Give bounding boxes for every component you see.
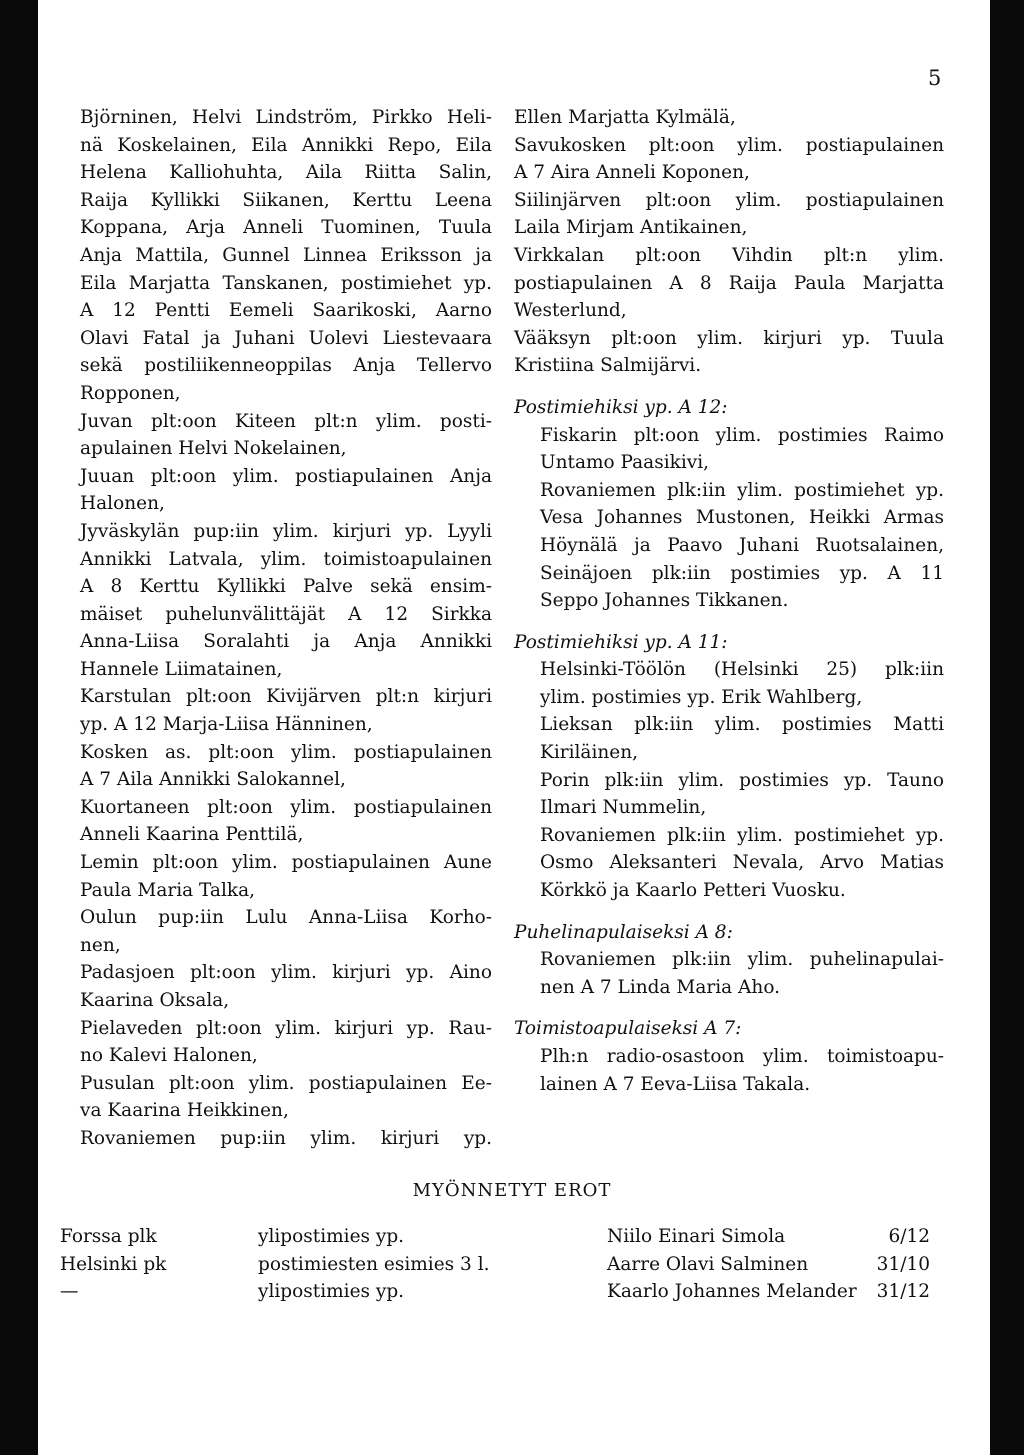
resignation-date: 31/12	[876, 1281, 930, 1303]
section-gap	[514, 1001, 944, 1015]
text-line: A 12 Pentti Eemeli Saarikoski, Aarno	[80, 300, 492, 322]
text-line: Lemin plt:oon ylim. postiapulainen Aune	[80, 852, 492, 874]
text-line: va Kaarina Heikkinen,	[80, 1100, 289, 1122]
text-line: Untamo Paasikivi,	[540, 452, 709, 474]
right-column	[514, 104, 944, 1098]
resignation-row	[0, 1254, 1024, 1282]
text-line: Plh:n radio-osastoon ylim. toimistoapu-	[540, 1046, 944, 1067]
text-line: A 7 Aila Annikki Salokannel,	[80, 769, 346, 791]
resignation-date: 31/10	[876, 1253, 930, 1275]
text-line: Kristiina Salmijärvi.	[514, 355, 702, 377]
text-line: Westerlund,	[514, 300, 627, 322]
resignation-title: ylipostimies yp.	[258, 1281, 405, 1303]
text-line: lainen A 7 Eeva-Liisa Takala.	[540, 1073, 811, 1095]
resignation-name: Kaarlo Johannes Melander	[607, 1281, 857, 1303]
resignations-title: MYÖNNETYT EROT	[412, 1180, 612, 1201]
text-line: Kosken as. plt:oon ylim. postiapulainen	[80, 741, 492, 763]
text-line: Paula Maria Talka,	[80, 879, 256, 901]
text-line: apulainen Helvi Nokelainen,	[80, 438, 347, 460]
resignation-name: Aarre Olavi Salminen	[607, 1253, 809, 1275]
text-line: Karstulan plt:oon Kivijärven plt:n kirjuri	[80, 686, 492, 708]
resignation-name: Niilo Einari Simola	[607, 1226, 786, 1247]
text-line: Kuortaneen plt:oon ylim. postiapulainen	[80, 796, 492, 818]
text-line: Anneli Kaarina Penttilä,	[80, 824, 304, 846]
text-line: Helena Kalliohuhta, Aila Riitta Salin,	[80, 162, 492, 184]
text-line: nen,	[80, 934, 121, 956]
text-line: nä Koskelainen, Eila Annikki Repo, Eila	[80, 134, 492, 156]
text-line: Laila Mirjam Antikainen,	[514, 217, 748, 239]
text-line: Annikki Latvala, ylim. toimistoapulainen	[80, 548, 492, 570]
text-line: Oulun pup:iin Lulu Anna-Liisa Korho-	[80, 907, 492, 929]
section-gap	[514, 615, 944, 629]
text-line: Siilinjärven plt:oon ylim. postiapulainen	[514, 189, 944, 211]
text-line: postiapulainen A 8 Raija Paula Marjatta	[514, 272, 944, 294]
text-line: Rovaniemen plk:iin ylim. postimiehet yp.	[540, 824, 944, 846]
text-line: Kiriläinen,	[540, 742, 639, 764]
text-line: Juvan plt:oon Kiteen plt:n ylim. posti-	[80, 410, 492, 432]
text-line: Höynälä ja Paavo Juhani Ruotsalainen,	[540, 534, 944, 556]
text-line: Ilmari Nummelin,	[540, 797, 707, 819]
resignation-place: Helsinki pk	[60, 1253, 167, 1275]
text-line: Porin plk:iin ylim. postimies yp. Tauno	[540, 769, 944, 791]
text-line: Pielaveden plt:oon ylim. kirjuri yp. Rau-	[80, 1017, 492, 1039]
text-line: Seppo Johannes Tikkanen.	[540, 590, 789, 612]
text-line: Helsinki-Töölön (Helsinki 25) plk:iin	[540, 659, 944, 681]
text-line: Ellen Marjatta Kylmälä,	[514, 107, 736, 128]
text-line: Raija Kyllikki Siikanen, Kerttu Leena	[80, 189, 492, 211]
text-line: no Kalevi Halonen,	[80, 1045, 258, 1067]
text-line: Virkkalan plt:oon Vihdin plt:n ylim.	[514, 244, 944, 266]
section-gap	[514, 380, 944, 394]
text-line: Vesa Johannes Mustonen, Heikki Armas	[540, 507, 944, 529]
text-line: Osmo Aleksanteri Nevala, Arvo Matias	[540, 852, 944, 874]
text-line: Rovaniemen plk:iin ylim. postimiehet yp.	[540, 479, 944, 501]
resignation-row	[0, 1281, 1024, 1309]
text-line: Jyväskylän pup:iin ylim. kirjuri yp. Lyyli	[80, 520, 492, 542]
text-line: Rovaniemen plk:iin ylim. puhelinapulai-	[540, 949, 944, 971]
text-line: Eila Marjatta Tanskanen, postimiehet yp.	[80, 272, 492, 294]
resignation-title: ylipostimies yp.	[258, 1226, 405, 1247]
text-line: Körkkö ja Kaarlo Petteri Vuosku.	[540, 880, 846, 902]
left-column	[80, 104, 492, 1153]
text-line: Anna-Liisa Soralahti ja Anja Annikki	[80, 631, 492, 653]
text-line: Vääksyn plt:oon ylim. kirjuri yp. Tuula	[514, 327, 944, 349]
text-line: A 8 Kerttu Kyllikki Palve sekä ensim-	[80, 576, 492, 598]
text-line: nen A 7 Linda Maria Aho.	[540, 976, 781, 998]
text-line: Fiskarin plt:oon ylim. postimies Raimo	[540, 424, 944, 446]
text-line: Rovaniemen pup:iin ylim. kirjuri yp.	[80, 1127, 492, 1149]
text-line: Juuan plt:oon ylim. postiapulainen Anja	[80, 465, 492, 487]
resignations-table	[0, 1226, 1024, 1309]
text-line: Anja Mattila, Gunnel Linnea Eriksson ja	[80, 244, 492, 266]
section-heading: Toimistoapulaiseksi A 7:	[514, 1018, 742, 1040]
text-line: Seinäjoen plk:iin postimies yp. A 11	[540, 562, 944, 584]
text-line: yp. A 12 Marja-Liisa Hänninen,	[80, 714, 373, 736]
text-line: mäiset puhelunvälittäjät A 12 Sirkka	[80, 603, 492, 625]
text-line: ylim. postimies yp. Erik Wahlberg,	[540, 686, 863, 708]
text-line: sekä postiliikenneoppilas Anja Tellervo	[80, 355, 492, 377]
text-line: A 7 Aira Anneli Koponen,	[514, 162, 750, 184]
section-gap	[514, 905, 944, 919]
resignation-place: —	[60, 1281, 79, 1303]
page-number: 5	[928, 66, 942, 90]
text-line: Savukosken plt:oon ylim. postiapulainen	[514, 134, 944, 156]
section-heading: Puhelinapulaiseksi A 8:	[514, 921, 733, 943]
text-line: Koppana, Arja Anneli Tuominen, Tuula	[80, 217, 492, 239]
text-line: Kaarina Oksala,	[80, 990, 230, 1011]
text-line: Björninen, Helvi Lindström, Pirkko Heli-	[80, 107, 492, 128]
section-heading: Postimiehiksi yp. A 12:	[514, 396, 728, 418]
resignation-date: 6/12	[888, 1226, 930, 1247]
section-heading: Postimiehiksi yp. A 11:	[514, 631, 728, 653]
text-line: Lieksan plk:iin ylim. postimies Matti	[540, 714, 944, 736]
resignation-place: Forssa plk	[60, 1226, 157, 1247]
resignation-title: postimiesten esimies 3 l.	[258, 1253, 490, 1275]
text-line: Olavi Fatal ja Juhani Uolevi Liestevaara	[80, 327, 492, 349]
text-line: Halonen,	[80, 493, 165, 515]
resignation-row	[0, 1226, 1024, 1254]
text-line: Padasjoen plt:oon ylim. kirjuri yp. Aino	[80, 962, 492, 984]
text-line: Pusulan plt:oon ylim. postiapulainen Ee-	[80, 1072, 492, 1094]
text-line: Hannele Liimatainen,	[80, 658, 283, 680]
text-line: Ropponen,	[80, 382, 181, 404]
